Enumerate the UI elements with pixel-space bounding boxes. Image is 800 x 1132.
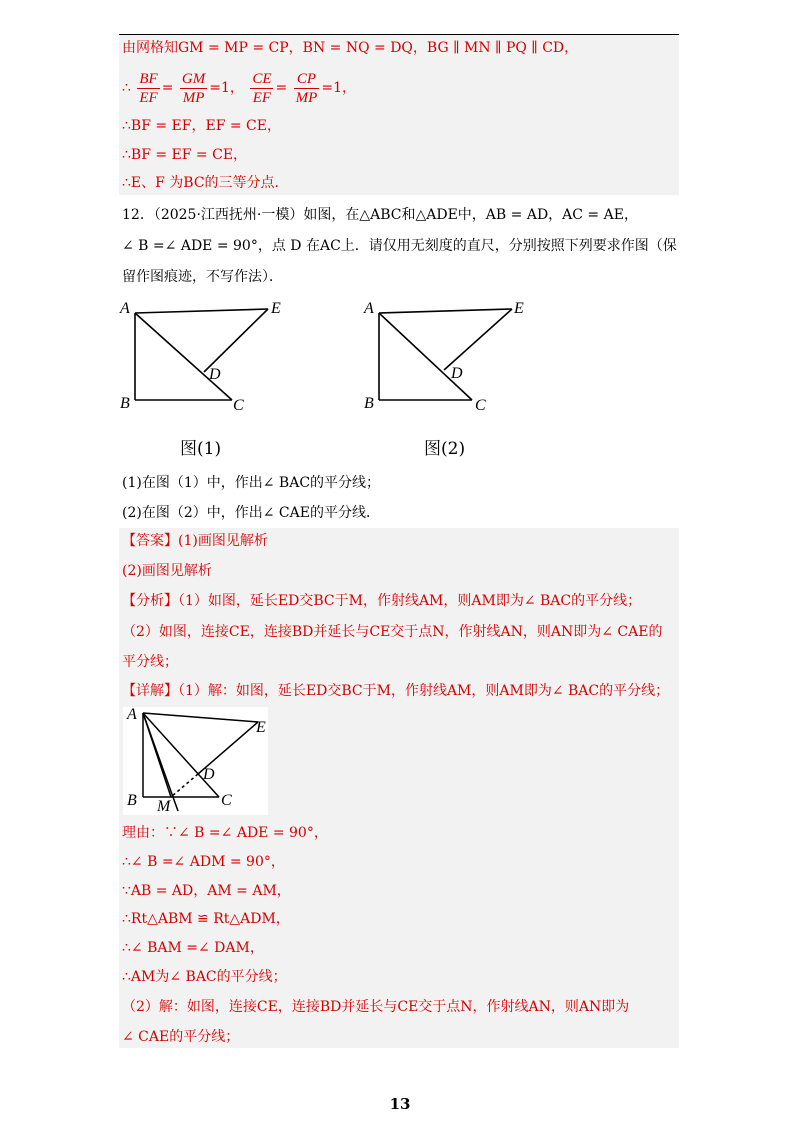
reason-line-2: ∵AB = AD，AM = AM，: [122, 883, 291, 899]
conclusion-line-1: ∴BF = EF，EF = CE，: [122, 118, 281, 134]
label-D: D: [209, 366, 221, 383]
figure-2-caption: 图(2): [424, 439, 466, 459]
answer-line-2: (2)画图见解析: [122, 563, 212, 579]
reason-line-5: ∴AM为∠ BAC的平分线；: [122, 969, 287, 985]
label-A: A: [364, 300, 374, 317]
solution-figure: [123, 707, 268, 815]
label-E: E: [271, 300, 281, 317]
solution-block-top: [119, 34, 679, 195]
question-12-line-1: 12．（2025·江西抚州·一模）如图，在△ABC和△ADE中，AB = AD，AC = AE，: [122, 207, 638, 223]
label-E: E: [514, 300, 524, 317]
label-D: D: [451, 365, 463, 382]
reason-line-4: ∴∠ BAM =∠ DAM，: [122, 940, 264, 956]
label-M: M: [157, 798, 171, 815]
label-B: B: [127, 792, 137, 809]
label-B: B: [364, 395, 374, 412]
figure-2: [362, 296, 542, 416]
grid-line: 由网格知GM = MP = CP，BN = NQ = DQ，BG ∥ MN ∥ PQ ∥ CD，: [122, 40, 579, 56]
analysis-line-2: （2）如图，连接CE，连接BD并延长与CE交于点N，作射线AN，则AN即为∠ CAE的: [122, 624, 663, 640]
label-A: A: [127, 707, 137, 723]
label-C: C: [221, 792, 232, 809]
label-C: C: [233, 397, 244, 414]
conclusion-line-2: ∴BF = EF = CE，: [122, 147, 248, 163]
conclusion-line-3: ∴E、F 为BC的三等分点．: [122, 175, 289, 191]
question-12-line-3: 留作图痕迹，不写作法）．: [122, 269, 283, 285]
label-E: E: [256, 719, 266, 736]
detail-2-line-1: （2）解：如图，连接CE，连接BD并延长与CE交于点N，作射线AN，则AN即为: [122, 999, 630, 1015]
reason-line-3: ∴Rt△ABM ≌ Rt△ADM，: [122, 911, 290, 927]
analysis-line-1: 【分析】（1）如图，延长ED交BC于M，作射线AM，则AM即为∠ BAC的平分线；: [122, 593, 642, 609]
page-number: 13: [389, 1095, 411, 1113]
label-D: D: [203, 766, 215, 783]
figure-1-caption: 图(1): [180, 439, 222, 459]
label-C: C: [475, 397, 486, 414]
part-1: (1)在图（1）中，作出∠ BAC的平分线；: [122, 475, 381, 491]
answer-line-1: 【答案】(1)画图见解析: [122, 533, 268, 549]
detail-2-line-2: ∠ CAE的平分线；: [122, 1029, 240, 1045]
fraction-line: ∴ $\frac{BF}{EF}$ = $\frac{GM}{MP}$ =1， $\frac{CE}{EF}$ = $\frac{CP}{MP}$ =1，: [122, 70, 356, 106]
figure-1: [118, 296, 298, 416]
label-A: A: [120, 300, 130, 317]
part-2: (2)在图（2）中，作出∠ CAE的平分线．: [122, 505, 380, 521]
detail-line-1: 【详解】（1）解：如图，延长ED交BC于M，作射线AM，则AM即为∠ BAC的平分线；: [122, 683, 670, 699]
reason-line-1: ∴∠ B =∠ ADM = 90°，: [122, 854, 285, 870]
question-12-line-2: ∠ B =∠ ADE = 90°，点 D 在AC上．请仅用无刻度的直尺，分别按照下列要求作图（保: [122, 238, 677, 254]
reason-line-0: 理由：∵∠ B =∠ ADE = 90°，: [122, 825, 328, 841]
label-B: B: [120, 395, 130, 412]
analysis-line-3: 平分线；: [122, 654, 178, 670]
